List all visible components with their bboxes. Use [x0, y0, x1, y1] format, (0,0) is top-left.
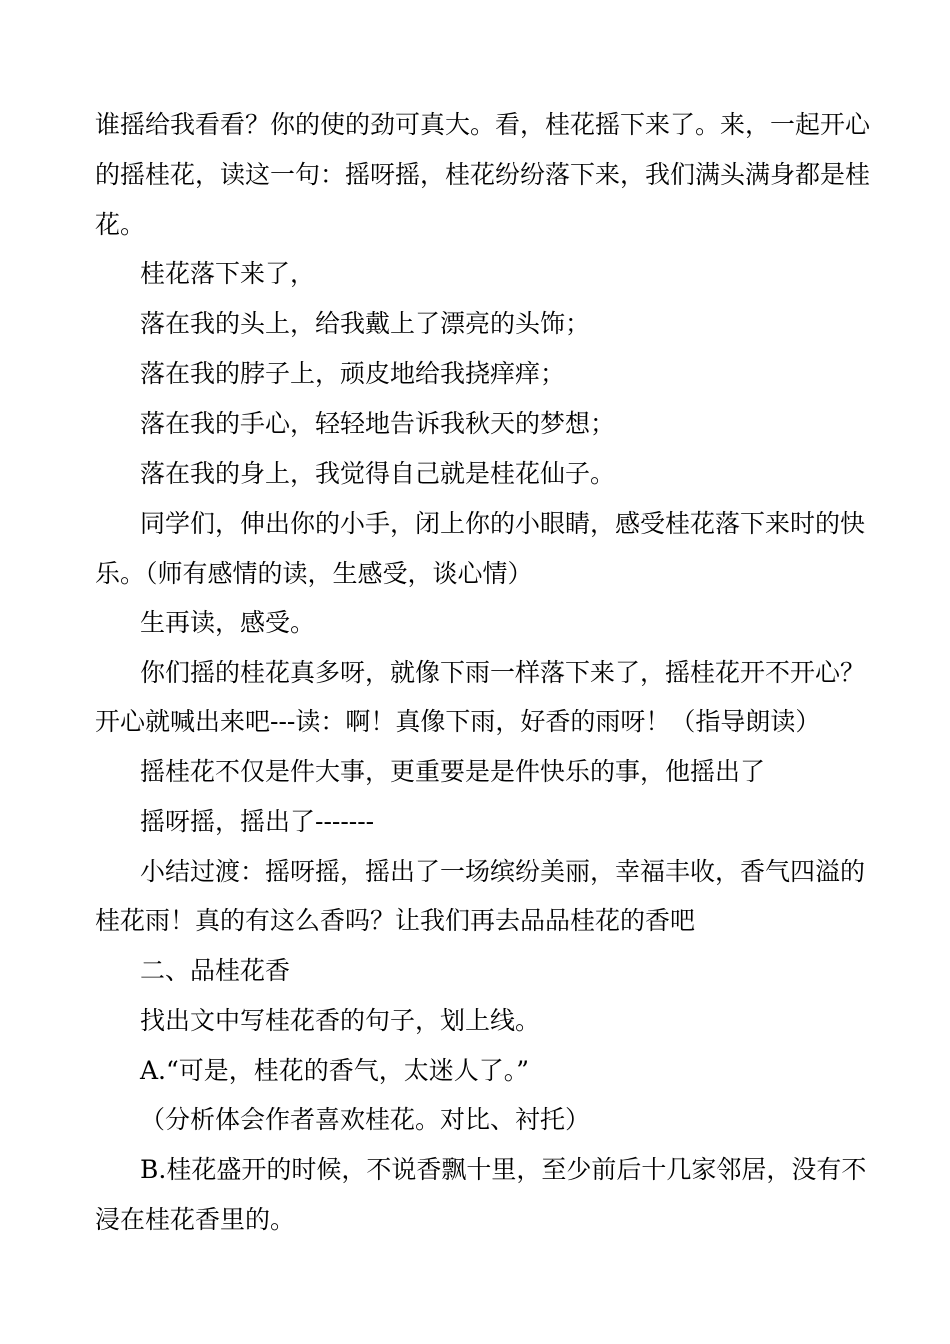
text-line: 落在我的脖子上，顽皮地给我挠痒痒； — [140, 359, 566, 388]
text-line: 落在我的头上，给我戴上了漂亮的头饰； — [140, 309, 591, 338]
text-line: 你们摇的桂花真多呀，就像下雨一样落下来了，摇桂花开不开心？ — [140, 658, 866, 687]
text-line: 桂花落下来了， — [140, 259, 316, 288]
text-line: 生再读，感受。 — [140, 608, 316, 637]
text-line: A.“可是，桂花的香气，太迷人了。” — [140, 1056, 530, 1085]
text-line: B.桂花盛开的时候，不说香飘十里，至少前后十几家邻居，没有不 — [140, 1155, 867, 1184]
section-heading: 二、品桂花香 — [140, 956, 291, 985]
text-line: 花。 — [95, 210, 146, 239]
text-line: 落在我的手心，轻轻地告诉我秋天的梦想； — [140, 409, 616, 438]
text-line: 摇桂花不仅是件大事，更重要是是件快乐的事，他摇出了 — [140, 757, 766, 786]
text-line: 的摇桂花，读这一句：摇呀摇，桂花纷纷落下来，我们满头满身都是桂 — [95, 160, 871, 189]
text-line: 浸在桂花香里的。 — [95, 1205, 296, 1234]
text-line: 同学们，伸出你的小手，闭上你的小眼睛，感受桂花落下来时的快 — [140, 509, 866, 538]
text-line: 小结过渡：摇呀摇，摇出了一场缤纷美丽，幸福丰收，香气四溢的 — [140, 857, 866, 886]
text-line: （分析体会作者喜欢桂花。对比、衬托） — [140, 1105, 591, 1134]
text-line: 桂花雨！真的有这么香吗？让我们再去品品桂花的香吧 — [95, 906, 696, 935]
text-line: 找出文中写桂花香的句子，划上线。 — [140, 1006, 541, 1035]
text-line: 乐。（师有感情的读，生感受，谈心情） — [95, 559, 533, 588]
text-line: 摇呀摇，摇出了------- — [140, 807, 375, 836]
text-line: 落在我的身上，我觉得自己就是桂花仙子。 — [140, 459, 616, 488]
text-line: 谁摇给我看看？你的使的劲可真大。看，桂花摇下来了。来，一起开心 — [95, 110, 871, 139]
text-line: 开心就喊出来吧---读：啊！真像下雨，好香的雨呀！（指导朗读） — [95, 707, 821, 736]
